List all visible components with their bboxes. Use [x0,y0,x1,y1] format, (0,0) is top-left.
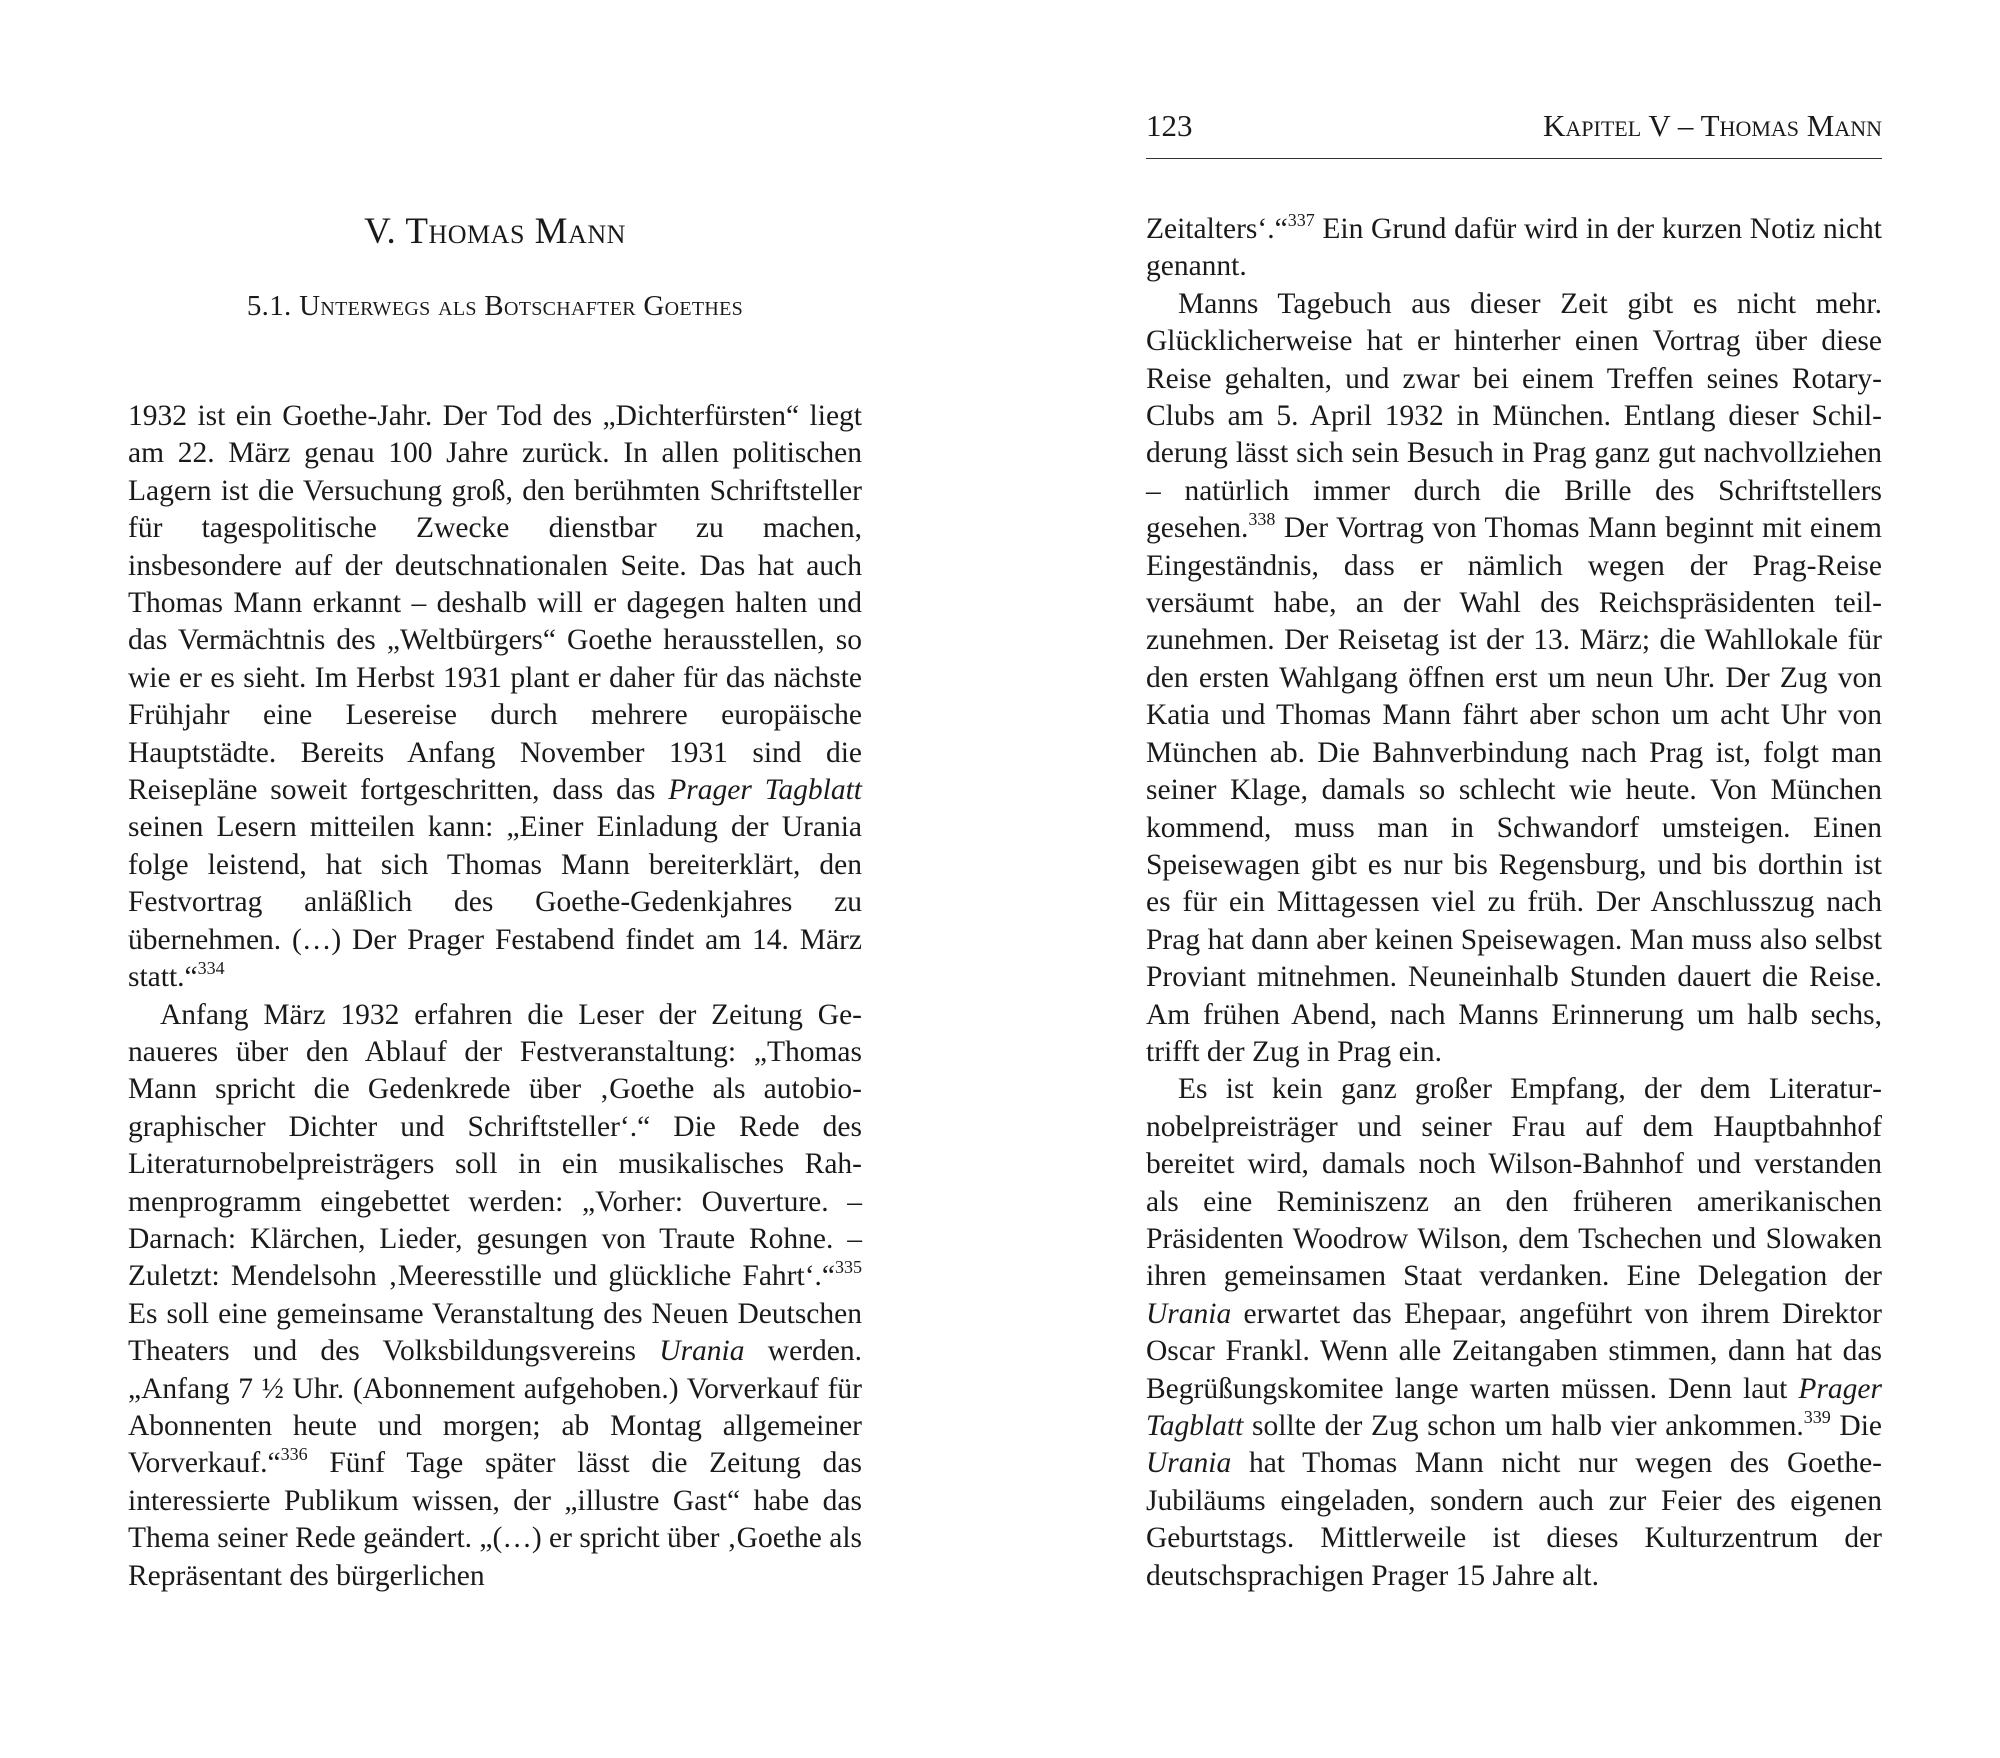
chapter-title: V. Thomas Mann [364,211,626,252]
paragraph: Manns Tagebuch aus dieser Zeit gibt es nicht mehr. Glücklicherweise hat er hinterher einen Vortrag über diese Reise gehalten, und zwar bei einem Treffen seines Rotary-Clubs am 5. April 1932 in München. Entlang dieser Schilderung lässt sich sein Besuch in Prag ganz gut nachvollziehen – natürlich immer durch die Brille des Schriftstellers gesehen.$^{338}$ Der Vortrag von Thomas Mann beginnt mit einem Eingeständnis, dass er nämlich wegen der Prag-Reise versäumt habe, an der Wahl des Reichspräsidenten teilzunehmen. Der Reisetag ist der 13. März; die Wahllokale für den ersten Wahlgang öffnen erst um neun Uhr. Der Zug von Katia und Thomas Mann fährt aber schon um acht Uhr von München ab. Die Bahnverbindung nach Prag ist, folgt man seiner Klage, damals so schlecht wie heute. Von München kommend, muss man in Schwandorf umsteigen. Einen Speisewagen gibt es nur bis Regensburg, und bis dorthin ist es für ein Mittagessen viel zu früh. Der Anschlusszug nach Prag hat dann aber keinen Speisewagen. Man muss also selbst Proviant mitnehmen. Neuneinhalb Stunden dauert die Reise. Am frühen Abend, nach Manns Erinnerung um halb sechs, trifft der Zug in Prag ein. [1146,287,1882,1068]
footnote-ref[interactable]: 335 [835,1257,862,1278]
paragraph: 1932 ist ein Goethe-Jahr. Der Tod des „Dichterfürsten“ liegt am 22. März genau 100 Jahre zurück. In allen politischen Lagern ist die Versuchung groß, den berühmten Schriftsteller für tagespolitische Zwecke dienstbar zu machen, insbesondere auf der deutschnationalen Seite. Das hat auch Thomas Mann erkannt – deshalb will er dagegen halten und das Vermächtnis des „Weltbürgers“ Goethe herausstellen, so wie er es sieht. Im Herbst 1931 plant er daher für das nächste Frühjahr eine Lesereise durch mehrere europäische Hauptstädte. Bereits Anfang November 1931 sind die Reisepläne soweit fortgeschritten, dass das Prager Tagblatt seinen Lesern mitteilen kann: „Einer Einladung der Urania folge leistend, hat sich Thomas Mann bereiterklärt, den Festvortrag anläßlich des Goethe-Gedenkjahres zu übernehmen. (…) Der Prager Festabend findet am 14. März statt.“$^{334}$ [128,400,862,994]
running-head [1146,108,1882,159]
footnote-ref[interactable]: 339 [1803,1407,1831,1427]
footnote-ref[interactable]: 334 [197,958,225,979]
running-head-title: Kapitel V – Thomas Mann [1543,108,1882,143]
left-body-text [128,398,862,1595]
footnote-ref[interactable]: 337 [1287,210,1315,230]
footnote-ref[interactable]: 338 [1248,509,1276,530]
paragraph: Es ist kein ganz großer Empfang, der dem Literaturnobelpreisträger und seiner Frau auf dem Hauptbahnhof bereitet wird, damals noch Wilson-Bahnhof und verstanden als eine Reminiszenz an den früheren amerikanischen Präsidenten Woodrow Wilson, dem Tschechen und Slowaken ihren gemeinsamen Staat verdanken. Eine Delegation der Urania erwartet das Ehepaar, angeführt von ihrem Direktor Oscar Frankl. Wenn alle Zeitangaben stimmen, dann hat das Begrüßungskomitee lange warten müssen. Denn laut Prager Tagblatt sollte der Zug schon um halb vier ankommen.$^{339}$ Die Urania hat Thomas Mann nicht nur wegen des Goethe-Jubiläums eingeladen, sondern auch zur Feier des eigenen Geburtstags. Mittlerweile ist dieses Kulturzentrum der deutschsprachigen Prager 15 Jahre alt. [1146,1073,1883,1592]
footnote-ref[interactable]: 336 [280,1444,308,1465]
right-body-text [1146,211,1882,1595]
paragraph: Anfang März 1932 erfahren die Leser der Zeitung Genaueres über den Ablauf der Festveranstaltung: „Thomas Mann spricht die Gedenkrede über ‚Goethe als autobiographischer Dichter und Schriftsteller‘.“ Die Rede des Literaturnobelpreisträgers soll in ein musikalisches Rahmenprogramm eingebettet werden: „Vorher: Ouverture. – Darnach: Klärchen, Lieder, gesungen von Traute Rohne. – Zuletzt: Mendelsohn ‚Meeresstille und glückliche Fahrt‘.“$^{335}$ Es soll eine gemeinsame Veranstaltung des Neuen Deutschen Theaters und des Volksbildungsvereins Urania werden. „Anfang 7 ½ Uhr. (Abonnement aufgehoben.) Vorverkauf für Abonnenten heute und morgen; ab Montag allgemeiner Vorverkauf.“$^{336}$ Fünf Tage später lässt die Zeitung das interessierte Publikum wissen, der „illustre Gast“ habe das Thema seiner Rede geändert. „(…) er spricht über ‚Goethe als Repräsentant des bürgerlichen [128,998,862,1592]
section-title: 5.1. Unterwegs als Botschafter Goethes [246,290,744,322]
page-number: 123 [1146,108,1193,143]
paragraph: Zeitalters‘.“$^{337}$ Ein Grund dafür wird in der kurzen Notiz nicht genannt. [1146,210,1882,283]
